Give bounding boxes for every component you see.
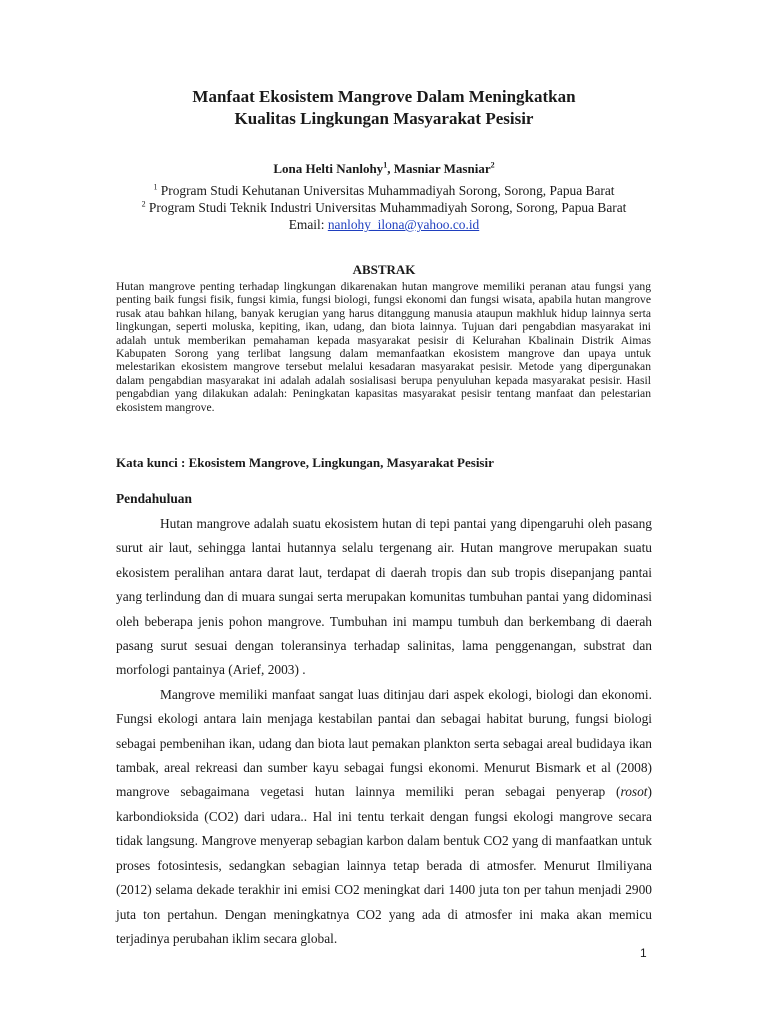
- page-number: 1: [640, 946, 647, 960]
- affiliation-1: [0, 182, 768, 199]
- affiliation-2: [0, 199, 768, 216]
- affiliation-1-text: Program Studi Kehutanan Universitas Muhammadiyah Sorong, Sorong, Papua Barat: [157, 183, 615, 198]
- paragraph-1: Hutan mangrove adalah suatu ekosistem hutan di tepi pantai yang dipengaruhi oleh pasang surut air laut, sehingga lantai hutannya selalu tergenang air. Hutan mangrove merupakan suatu ekosistem peralihan antara darat laut, terdapat di daerah tropis dan sub tropis disepanjang pantai yang terlindung dan di muara sungai serta merupakan komunitas tumbuhan pantai yang didominasi oleh beberapa jenis pohon mangrove. Tumbuhan ini mampu tumbuh dan berkembang di daerah pasang surut sesuai dengan toleransinya terhadap salinitas, lama penggenangan, substrat dan morfologi pantainya (Arief, 2003) .: [116, 516, 652, 678]
- abstract-text: Hutan mangrove penting terhadap lingkungan dikarenakan hutan mangrove memiliki peranan atau fungsi yang penting baik fungsi fisik, fungsi kimia, fungsi biologi, fungsi ekonomi dan fungsi wisata, apabila hutan mangrove rusak atau bahkan hilang, banyak kerugian yang harus ditanggung manusia ataupun makhluk hidup lainnya serta lingkungan, seperti moluska, kepiting, ikan, udang, dan biota lainnya. Tujuan dari pengabdian masyarakat ini adalah untuk memberikan pemahaman kepada masyarakat pesisir di Kelurahan Kbalinain Distrik Aimas Kabupaten Sorong yang terlibat langsung dalam memanfaatkan ekosistem mangrove dan upaya untuk melestarikan ekosistem mangrove tersebut melalui kesadaran masyarakat pesisir. Metode yang dipergunakan dalam pengabdian masyarakat ini adalah adalah sosialisasi berupa penyuluhan kepada masyarakat pesisir. Hasil pengabdian yang dilakukan adalah: Peningkatan kapasitas masyarakat pesisir tentang manfaat dan pelestarian ekosistem mangrove.: [116, 280, 651, 414]
- paragraph-2-part-b: ) karbondioksida (CO2) dari udara.. Hal ini tentu terkait dengan fungsi ekologi mangrove secara tidak langsung. Mangrove menyerap sebagian karbon dalam bentuk CO2 yang di manfaatkan untuk proses fotosintesis, sedangkan sebagian lainnya tetap berada di atmosfer. Menurut Ilmiliyana (2012) selama dekade terakhir ini emisi CO2 meningkat dari 1400 juta ton per tahun menjadi 2900 juta ton pertahun. Dengan meningkatnya CO2 yang ada di atmosfer ini maka akan memicu terjadinya perubahan iklim secara global.: [116, 784, 652, 946]
- paragraph-2-part-a: Mangrove memiliki manfaat sangat luas ditinjau dari aspek ekologi, biologi dan ekonomi. Fungsi ekologi antara lain menjaga kestabilan pantai dan sebagai habitat burung, fungsi biologi sebagai pembenihan ikan, udang dan biota laut pemakan plankton serta sebagai areal budidaya ikan tambak, areal rekreasi dan sumber kayu sebagai fungsi ekonomi. Menurut Bismark et al (2008) mangrove sebagaimana vegetasi hutan lainnya memiliki peran sebagai penyerap (: [116, 686, 652, 800]
- paragraph-2-italic: rosot: [620, 784, 648, 800]
- email-link[interactable]: nanlohy_ilona@yahoo.co.id: [327, 217, 480, 232]
- author-list: [0, 160, 768, 178]
- affiliations: [0, 182, 768, 233]
- author-separator: ,: [387, 161, 394, 176]
- author-1-sup: 1: [383, 160, 388, 170]
- title-line-2: Kualitas Lingkungan Masyarakat Pesisir: [234, 109, 534, 128]
- title-line-1: Manfaat Ekosistem Mangrove Dalam Meningkatkan: [192, 87, 576, 106]
- author-1-name: Lona Helti Nanlohy: [273, 161, 384, 176]
- affiliation-2-text: Program Studi Teknik Industri Universitas Muhammadiyah Sorong, Sorong, Papua Barat: [145, 200, 627, 215]
- email-label: Email:: [288, 217, 328, 232]
- author-2-sup: 2: [490, 160, 495, 170]
- abstract-heading: ABSTRAK: [352, 262, 416, 277]
- paper-title: [0, 86, 768, 130]
- section-body: [116, 512, 652, 951]
- paragraph-2: [116, 683, 652, 951]
- keywords: Kata kunci : Ekosistem Mangrove, Lingkungan, Masyarakat Pesisir: [116, 455, 494, 470]
- affiliation-2-sup: 2: [141, 199, 146, 209]
- section-heading-pendahuluan: Pendahuluan: [116, 491, 192, 506]
- author-2-name: Masniar Masniar: [393, 161, 491, 176]
- affiliation-1-sup: 1: [153, 182, 158, 192]
- email-line: [0, 216, 768, 233]
